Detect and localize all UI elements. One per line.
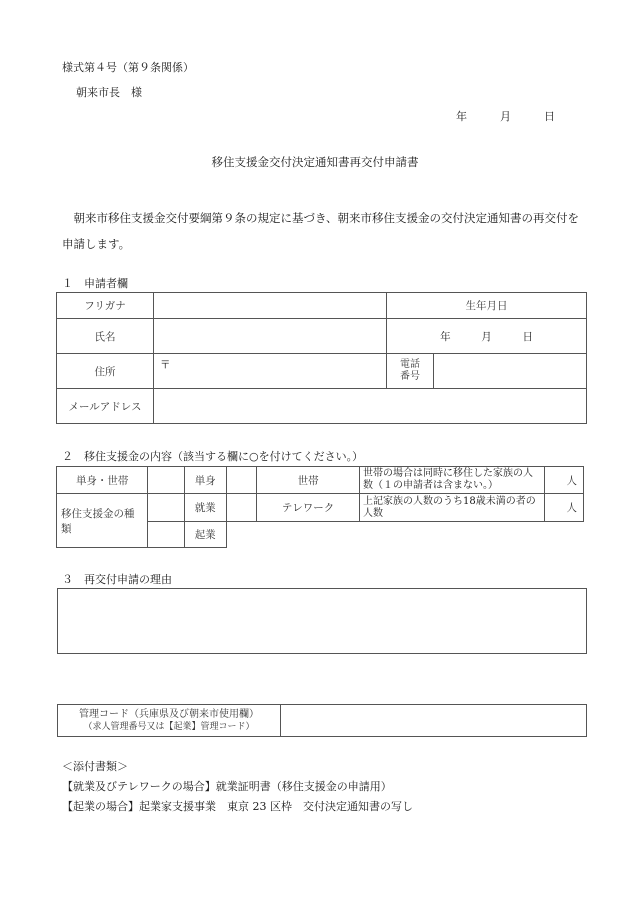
postal-mark: 〒 (160, 359, 171, 371)
birthdate-field[interactable] (387, 319, 587, 354)
support-type-label: 移住支援金の種類 (57, 494, 148, 548)
phone-label-line1: 電話 (400, 359, 420, 370)
single-check[interactable] (148, 467, 184, 494)
person-unit-2: 人 (566, 502, 577, 514)
management-code-field[interactable] (281, 705, 587, 737)
attachment-item-2: 【起業の場合】起業家支援事業 東京 23 区枠 交付決定通知書の写し (62, 800, 413, 813)
applicant-table (56, 292, 587, 424)
management-code-label (58, 705, 281, 737)
management-code-line1: 管理コード（兵庫県及び朝来市使用欄） (79, 708, 259, 720)
single-label: 単身 (184, 467, 226, 494)
document-title: 移住支援金交付決定通知書再交付申請書 (211, 155, 419, 169)
furigana-label: フリガナ (57, 293, 154, 319)
addressee: 朝来市長 様 (76, 86, 142, 99)
telework-label: テレワーク (257, 494, 360, 522)
name-field[interactable] (154, 319, 387, 354)
name-label: 氏名 (57, 319, 154, 354)
birth-month: 月 (481, 330, 492, 343)
telework-check[interactable] (226, 494, 256, 522)
date-year: 年 (456, 110, 467, 123)
management-code-table (57, 704, 587, 737)
section2-heading: ２ 移住支援金の内容（該当する欄に○を付けてください。） (62, 450, 364, 463)
phone-label (387, 354, 434, 389)
email-field[interactable] (154, 389, 587, 424)
person-unit-1: 人 (566, 474, 577, 487)
email-label: メールアドレス (57, 389, 154, 424)
under18-note: 上記家族の人数のうち18歳未満の者の人数 (360, 494, 545, 522)
household-count-field[interactable] (545, 467, 584, 494)
birth-year: 年 (440, 330, 451, 343)
application-date (456, 108, 555, 124)
body-text: 朝来市移住支援金交付要綱第９条の規定に基づき、朝来市移住支援金の交付決定通知書の再交付を申請します。 (62, 211, 580, 251)
employment-label: 就業 (184, 494, 226, 522)
household-note: 世帯の場合は同時に移住した家族の人数（１の申請者は含まない。） (360, 467, 545, 494)
management-code-line2: （求人管理番号又は【起業】管理コード） (83, 721, 255, 732)
attachment-item-1: 【就業及びテレワークの場合】就業証明書（移住支援金の申請用） (62, 780, 392, 793)
date-month: 月 (500, 110, 511, 123)
attachments-heading: ＜添付書類＞ (62, 760, 128, 773)
household-label: 世帯 (257, 467, 360, 494)
birth-day: 日 (522, 330, 533, 343)
date-day: 日 (544, 110, 555, 123)
address-label: 住所 (57, 354, 154, 389)
phone-field[interactable] (434, 354, 587, 389)
furigana-field[interactable] (154, 293, 387, 319)
section3-heading: ３ 再交付申請の理由 (62, 573, 172, 586)
startup-check[interactable] (148, 522, 184, 548)
phone-label-line2: 番号 (400, 371, 420, 382)
reason-table (57, 588, 587, 654)
section1-heading: １ 申請者欄 (62, 277, 128, 290)
employment-check[interactable] (148, 494, 184, 522)
address-field[interactable] (154, 354, 387, 389)
single-household-label: 単身・世帯 (57, 467, 148, 494)
household-check[interactable] (226, 467, 256, 494)
startup-label: 起業 (184, 522, 226, 548)
reason-field[interactable] (58, 589, 587, 654)
under18-count-field[interactable] (545, 494, 584, 522)
form-number: 様式第４号（第９条関係） (62, 61, 194, 74)
birthdate-label: 生年月日 (387, 293, 587, 319)
support-content-table (56, 466, 584, 548)
